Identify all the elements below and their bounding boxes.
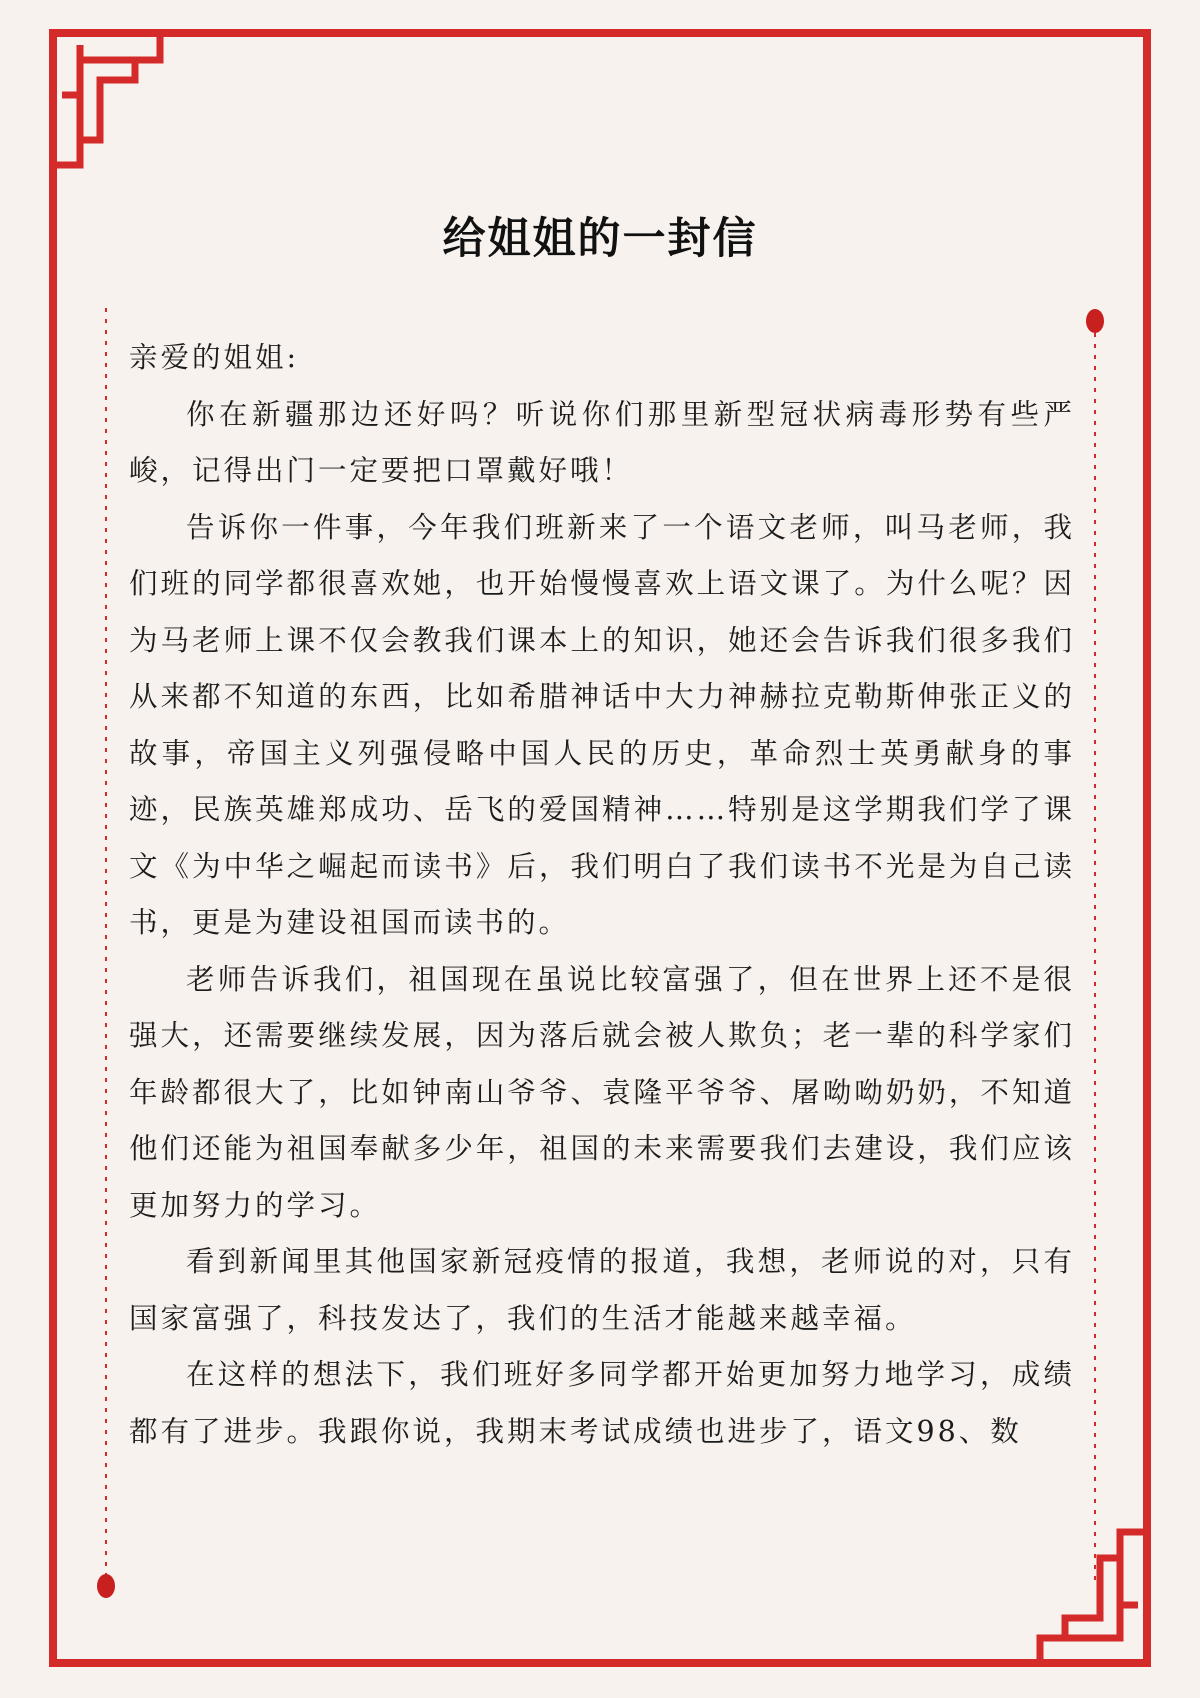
corner-ornament-top-left: [57, 37, 160, 165]
paragraph-2: 告诉你一件事，今年我们班新来了一个语文老师，叫马老师，我们班的同学都很喜欢她，也开始慢慢喜欢上语文课了。为什么呢？因为马老师上课不仅会教我们课本上的知识，她还会告诉我们很多我们从来都不知道的东西，比如希腊神话中大力神赫拉克勒斯伸张正义的故事，帝国主义列强侵略中国人民的历史，革命烈士英勇献身的事迹，民族英雄郑成功、岳飞的爱国精神……特别是这学期我们学了课文《为中华之崛起而读书》后，我们明白了我们读书不光是为自己读书，更是为建设祖国而读书的。: [129, 510, 1075, 939]
letter-body: [129, 330, 1075, 1460]
paragraph-4: 看到新闻里其他国家新冠疫情的报道，我想，老师说的对，只有国家富强了，科技发达了，我们的生活才能越来越幸福。: [129, 1245, 1075, 1335]
paragraph-5: 在这样的想法下，我们班好多同学都开始更加努力地学习，成绩都有了进步。我跟你说，我期末考试成绩也进步了，语文98、数: [129, 1358, 1075, 1448]
corner-ornament-bottom-right: [1040, 1532, 1143, 1659]
letter-title: 给姐姐的一封信: [442, 214, 758, 264]
salutation: 亲爱的姐姐:: [129, 341, 300, 374]
paragraph-1: 你在新疆那边还好吗？听说你们那里新型冠状病毒形势有些严峻，记得出门一定要把口罩戴好哦！: [129, 397, 1075, 487]
left-bead: [97, 1574, 115, 1598]
paragraph-3: 老师告诉我们，祖国现在虽说比较富强了，但在世界上还不是很强大，还需要继续发展，因为落后就会被人欺负；老一辈的科学家们年龄都很大了，比如钟南山爷爷、袁隆平爷爷、屠呦呦奶奶，不知道他们还能为祖国奉献多少年，祖国的未来需要我们去建设，我们应该更加努力的学习。: [129, 962, 1075, 1222]
right-bead: [1086, 309, 1104, 333]
